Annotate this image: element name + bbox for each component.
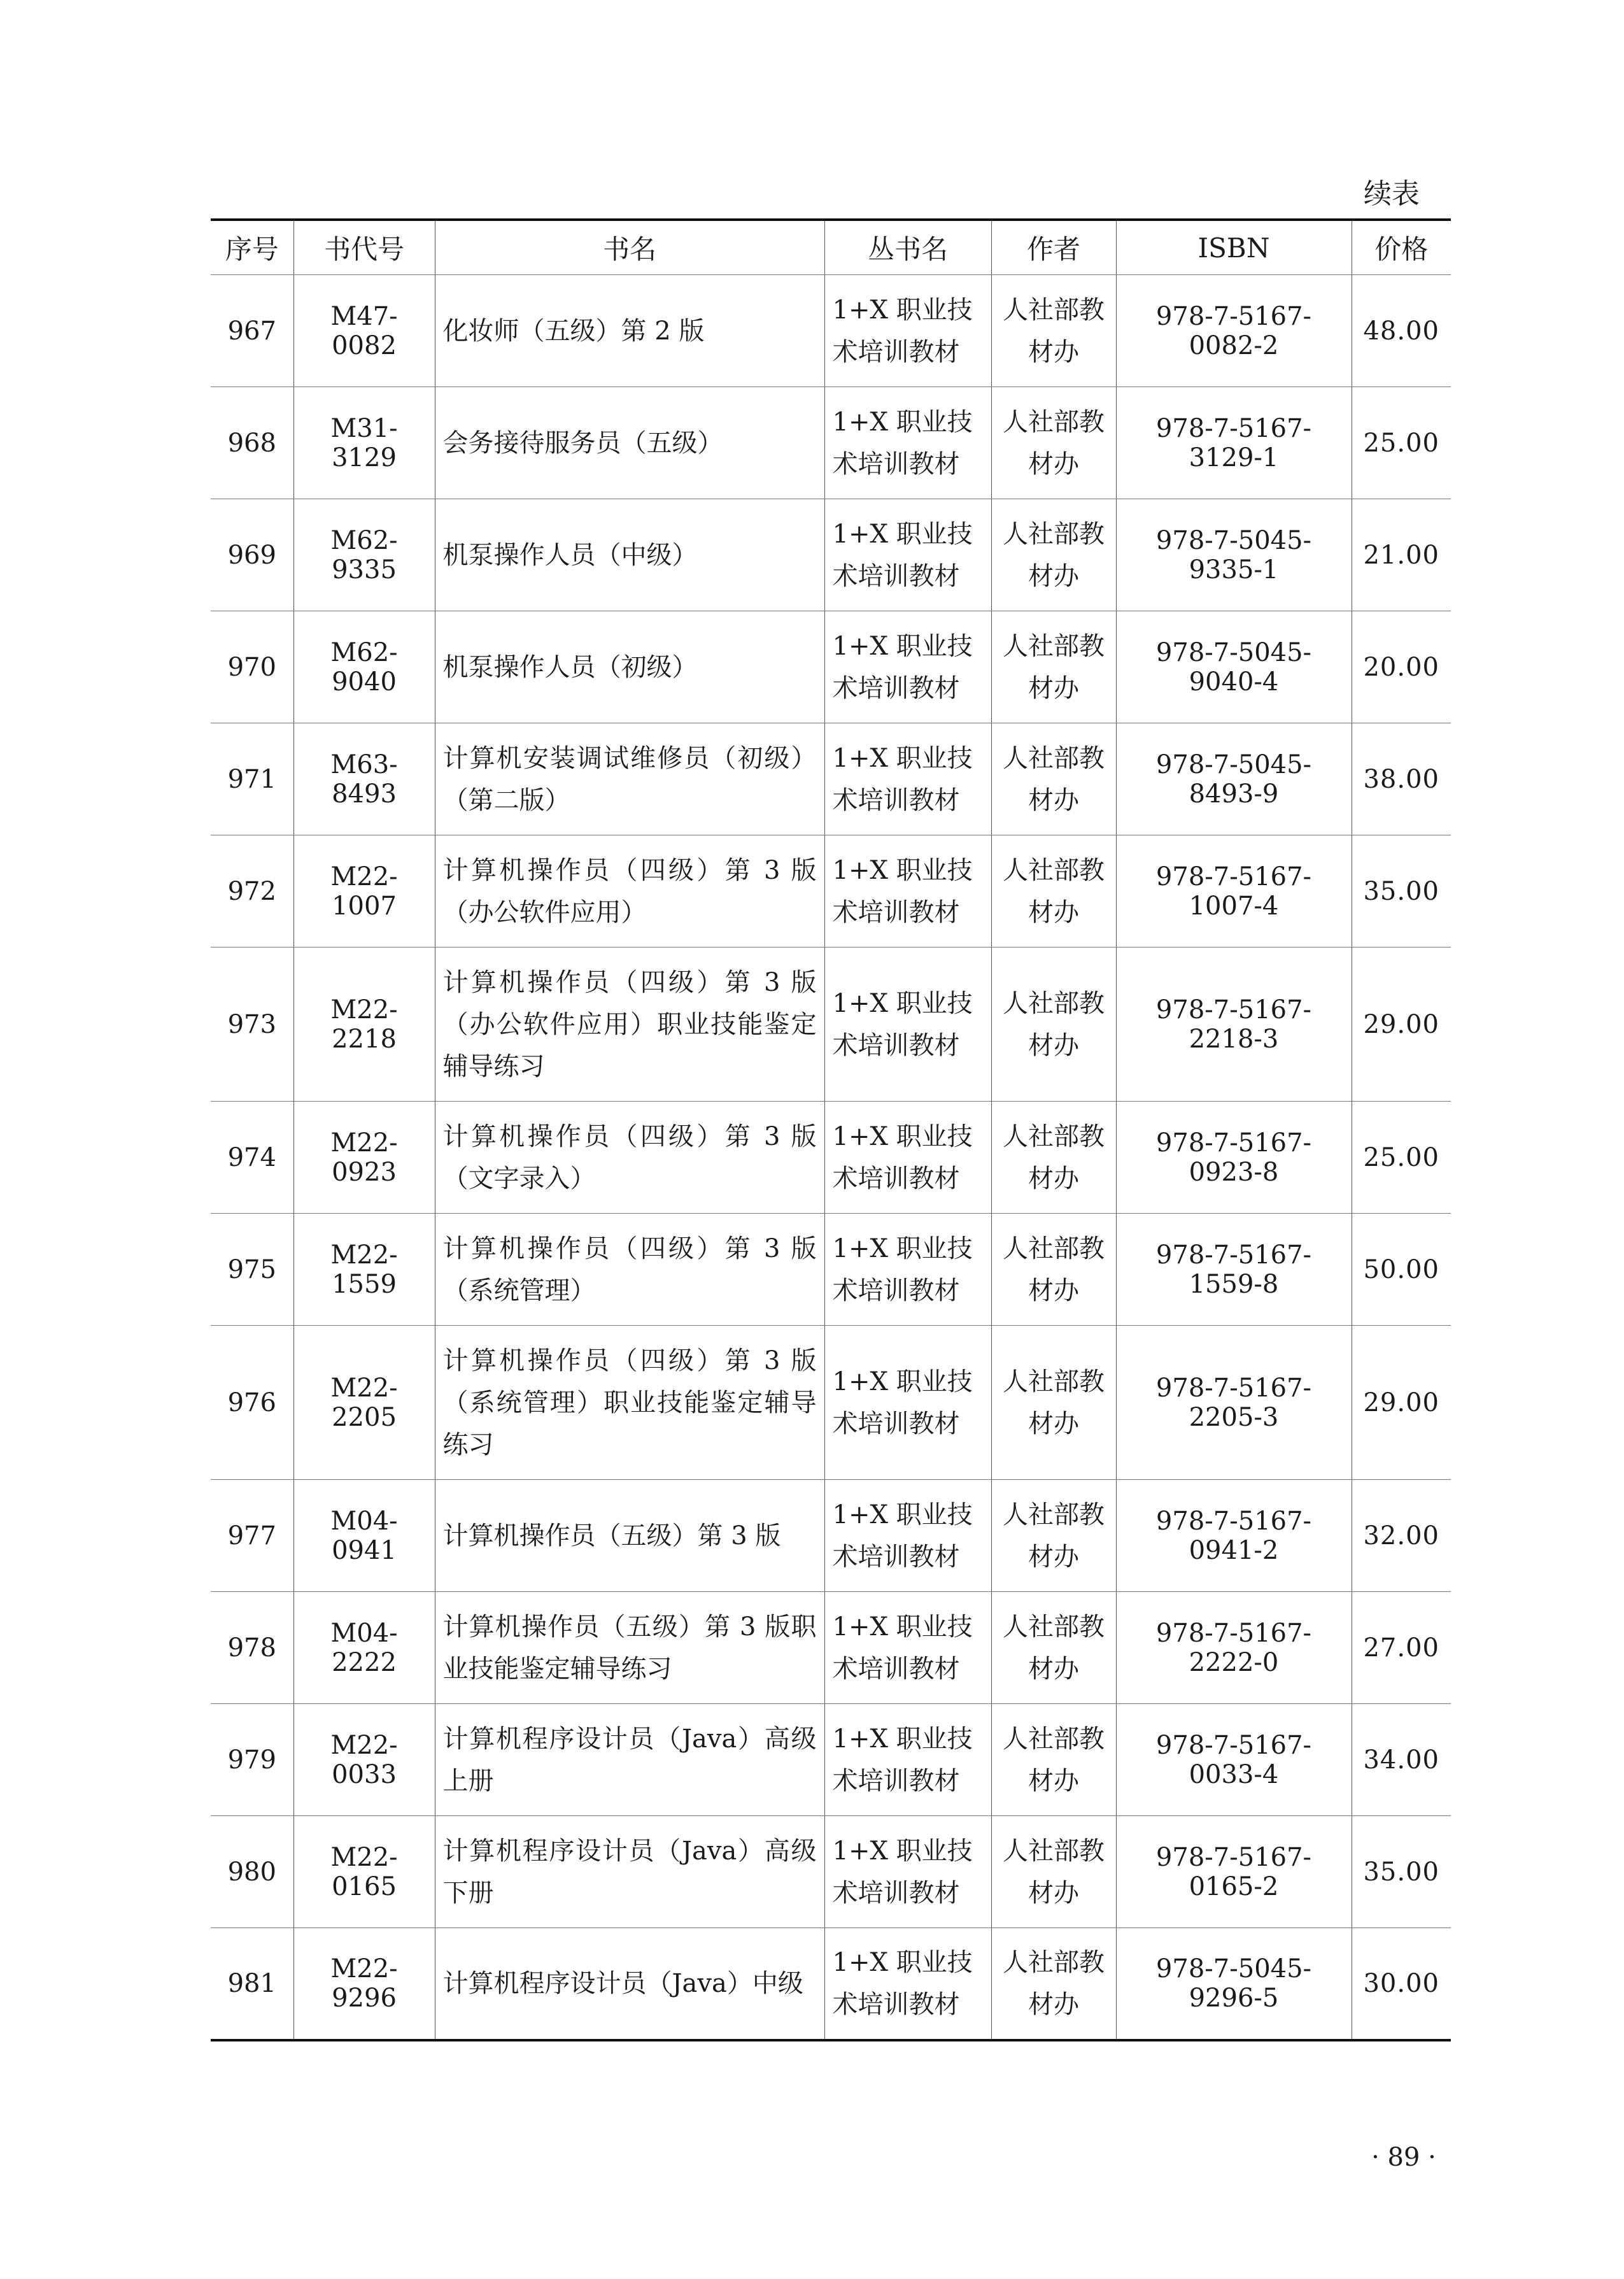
price: 25.00 xyxy=(1352,387,1451,499)
author-name: 人社部教材办 xyxy=(991,275,1116,387)
book-code: M62-9335 xyxy=(293,499,435,611)
series-name: 1+X 职业技术培训教材 xyxy=(824,1214,991,1326)
table-header-row xyxy=(211,220,1451,275)
book-number: 981 xyxy=(211,1928,293,2040)
author-name: 人社部教材办 xyxy=(991,1214,1116,1326)
book-title: 计算机操作员（四级）第 3 版（系统管理） xyxy=(435,1214,824,1326)
isbn: 978-7-5167-0923-8 xyxy=(1116,1102,1352,1214)
author-name: 人社部教材办 xyxy=(991,1816,1116,1928)
header-author: 作者 xyxy=(991,220,1116,275)
isbn: 978-7-5167-1007-4 xyxy=(1116,835,1352,948)
table-row xyxy=(211,948,1451,1102)
price: 20.00 xyxy=(1352,611,1451,723)
price: 27.00 xyxy=(1352,1592,1451,1704)
book-code: M22-0923 xyxy=(293,1102,435,1214)
series-name: 1+X 职业技术培训教材 xyxy=(824,835,991,948)
author-name: 人社部教材办 xyxy=(991,723,1116,835)
book-number: 980 xyxy=(211,1816,293,1928)
series-name: 1+X 职业技术培训教材 xyxy=(824,387,991,499)
book-number: 979 xyxy=(211,1704,293,1816)
table-row xyxy=(211,275,1451,387)
book-title: 计算机程序设计员（Java）中级 xyxy=(435,1928,824,2040)
price: 29.00 xyxy=(1352,948,1451,1102)
book-title: 计算机操作员（四级）第 3 版（办公软件应用） xyxy=(435,835,824,948)
book-number: 974 xyxy=(211,1102,293,1214)
series-name: 1+X 职业技术培训教材 xyxy=(824,948,991,1102)
book-title: 化妆师（五级）第 2 版 xyxy=(435,275,824,387)
table-row xyxy=(211,835,1451,948)
book-number: 977 xyxy=(211,1480,293,1592)
header-code: 书代号 xyxy=(293,220,435,275)
book-code: M22-2218 xyxy=(293,948,435,1102)
series-name: 1+X 职业技术培训教材 xyxy=(824,1480,991,1592)
isbn: 978-7-5167-1559-8 xyxy=(1116,1214,1352,1326)
header-price: 价格 xyxy=(1352,220,1451,275)
book-title: 计算机操作员（四级）第 3 版（办公软件应用）职业技能鉴定辅导练习 xyxy=(435,948,824,1102)
table-row xyxy=(211,1214,1451,1326)
isbn: 978-7-5167-2218-3 xyxy=(1116,948,1352,1102)
series-name: 1+X 职业技术培训教材 xyxy=(824,1592,991,1704)
book-title: 计算机操作员（四级）第 3 版（文字录入） xyxy=(435,1102,824,1214)
series-name: 1+X 职业技术培训教材 xyxy=(824,275,991,387)
isbn: 978-7-5167-3129-1 xyxy=(1116,387,1352,499)
book-catalog-table xyxy=(211,218,1451,2041)
table-row xyxy=(211,499,1451,611)
price: 34.00 xyxy=(1352,1704,1451,1816)
isbn: 978-7-5167-0082-2 xyxy=(1116,275,1352,387)
book-code: M22-0165 xyxy=(293,1816,435,1928)
book-title: 机泵操作人员（初级） xyxy=(435,611,824,723)
book-code: M47-0082 xyxy=(293,275,435,387)
author-name: 人社部教材办 xyxy=(991,948,1116,1102)
book-title: 计算机安装调试维修员（初级）（第二版） xyxy=(435,723,824,835)
table-row xyxy=(211,387,1451,499)
table-row xyxy=(211,1592,1451,1704)
isbn: 978-7-5167-2205-3 xyxy=(1116,1326,1352,1480)
book-title: 计算机操作员（五级）第 3 版 xyxy=(435,1480,824,1592)
table-row xyxy=(211,1704,1451,1816)
author-name: 人社部教材办 xyxy=(991,1326,1116,1480)
book-number: 978 xyxy=(211,1592,293,1704)
book-code: M62-9040 xyxy=(293,611,435,723)
author-name: 人社部教材办 xyxy=(991,1704,1116,1816)
table-row xyxy=(211,1928,1451,2040)
price: 25.00 xyxy=(1352,1102,1451,1214)
book-title: 计算机程序设计员（Java）高级 上册 xyxy=(435,1704,824,1816)
header-no: 序号 xyxy=(211,220,293,275)
isbn: 978-7-5045-9040-4 xyxy=(1116,611,1352,723)
book-title: 计算机操作员（四级）第 3 版（系统管理）职业技能鉴定辅导练习 xyxy=(435,1326,824,1480)
table-row xyxy=(211,1326,1451,1480)
author-name: 人社部教材办 xyxy=(991,611,1116,723)
series-name: 1+X 职业技术培训教材 xyxy=(824,499,991,611)
series-name: 1+X 职业技术培训教材 xyxy=(824,1326,991,1480)
book-number: 970 xyxy=(211,611,293,723)
author-name: 人社部教材办 xyxy=(991,1928,1116,2040)
table-row xyxy=(211,611,1451,723)
header-isbn: ISBN xyxy=(1116,220,1352,275)
book-number: 973 xyxy=(211,948,293,1102)
book-number: 975 xyxy=(211,1214,293,1326)
header-series: 丛书名 xyxy=(824,220,991,275)
continued-label: 续表 xyxy=(1364,178,1420,210)
book-number: 967 xyxy=(211,275,293,387)
isbn: 978-7-5167-0165-2 xyxy=(1116,1816,1352,1928)
book-number: 976 xyxy=(211,1326,293,1480)
author-name: 人社部教材办 xyxy=(991,835,1116,948)
author-name: 人社部教材办 xyxy=(991,1480,1116,1592)
series-name: 1+X 职业技术培训教材 xyxy=(824,1704,991,1816)
author-name: 人社部教材办 xyxy=(991,1102,1116,1214)
book-code: M22-2205 xyxy=(293,1326,435,1480)
book-code: M22-1559 xyxy=(293,1214,435,1326)
series-name: 1+X 职业技术培训教材 xyxy=(824,1816,991,1928)
series-name: 1+X 职业技术培训教材 xyxy=(824,611,991,723)
book-code: M04-2222 xyxy=(293,1592,435,1704)
price: 35.00 xyxy=(1352,1816,1451,1928)
book-code: M31-3129 xyxy=(293,387,435,499)
table-row xyxy=(211,723,1451,835)
author-name: 人社部教材办 xyxy=(991,499,1116,611)
isbn: 978-7-5045-9335-1 xyxy=(1116,499,1352,611)
table-row xyxy=(211,1102,1451,1214)
book-number: 972 xyxy=(211,835,293,948)
isbn: 978-7-5045-8493-9 xyxy=(1116,723,1352,835)
book-code: M63-8493 xyxy=(293,723,435,835)
isbn: 978-7-5167-0941-2 xyxy=(1116,1480,1352,1592)
price: 30.00 xyxy=(1352,1928,1451,2040)
table-row xyxy=(211,1480,1451,1592)
book-title: 计算机程序设计员（Java）高级 下册 xyxy=(435,1816,824,1928)
price: 21.00 xyxy=(1352,499,1451,611)
author-name: 人社部教材办 xyxy=(991,387,1116,499)
book-code: M04-0941 xyxy=(293,1480,435,1592)
book-code: M22-0033 xyxy=(293,1704,435,1816)
isbn: 978-7-5167-2222-0 xyxy=(1116,1592,1352,1704)
book-number: 971 xyxy=(211,723,293,835)
price: 29.00 xyxy=(1352,1326,1451,1480)
author-name: 人社部教材办 xyxy=(991,1592,1116,1704)
price: 38.00 xyxy=(1352,723,1451,835)
series-name: 1+X 职业技术培训教材 xyxy=(824,1928,991,2040)
price: 35.00 xyxy=(1352,835,1451,948)
book-number: 969 xyxy=(211,499,293,611)
book-title: 机泵操作人员（中级） xyxy=(435,499,824,611)
book-title: 会务接待服务员（五级） xyxy=(435,387,824,499)
header-title: 书名 xyxy=(435,220,824,275)
table-row xyxy=(211,1816,1451,1928)
price: 48.00 xyxy=(1352,275,1451,387)
isbn: 978-7-5167-0033-4 xyxy=(1116,1704,1352,1816)
series-name: 1+X 职业技术培训教材 xyxy=(824,723,991,835)
price: 50.00 xyxy=(1352,1214,1451,1326)
book-number: 968 xyxy=(211,387,293,499)
page-number: · 89 · xyxy=(1371,2143,1436,2172)
book-code: M22-1007 xyxy=(293,835,435,948)
book-code: M22-9296 xyxy=(293,1928,435,2040)
series-name: 1+X 职业技术培训教材 xyxy=(824,1102,991,1214)
isbn: 978-7-5045-9296-5 xyxy=(1116,1928,1352,2040)
price: 32.00 xyxy=(1352,1480,1451,1592)
book-title: 计算机操作员（五级）第 3 版职业技能鉴定辅导练习 xyxy=(435,1592,824,1704)
